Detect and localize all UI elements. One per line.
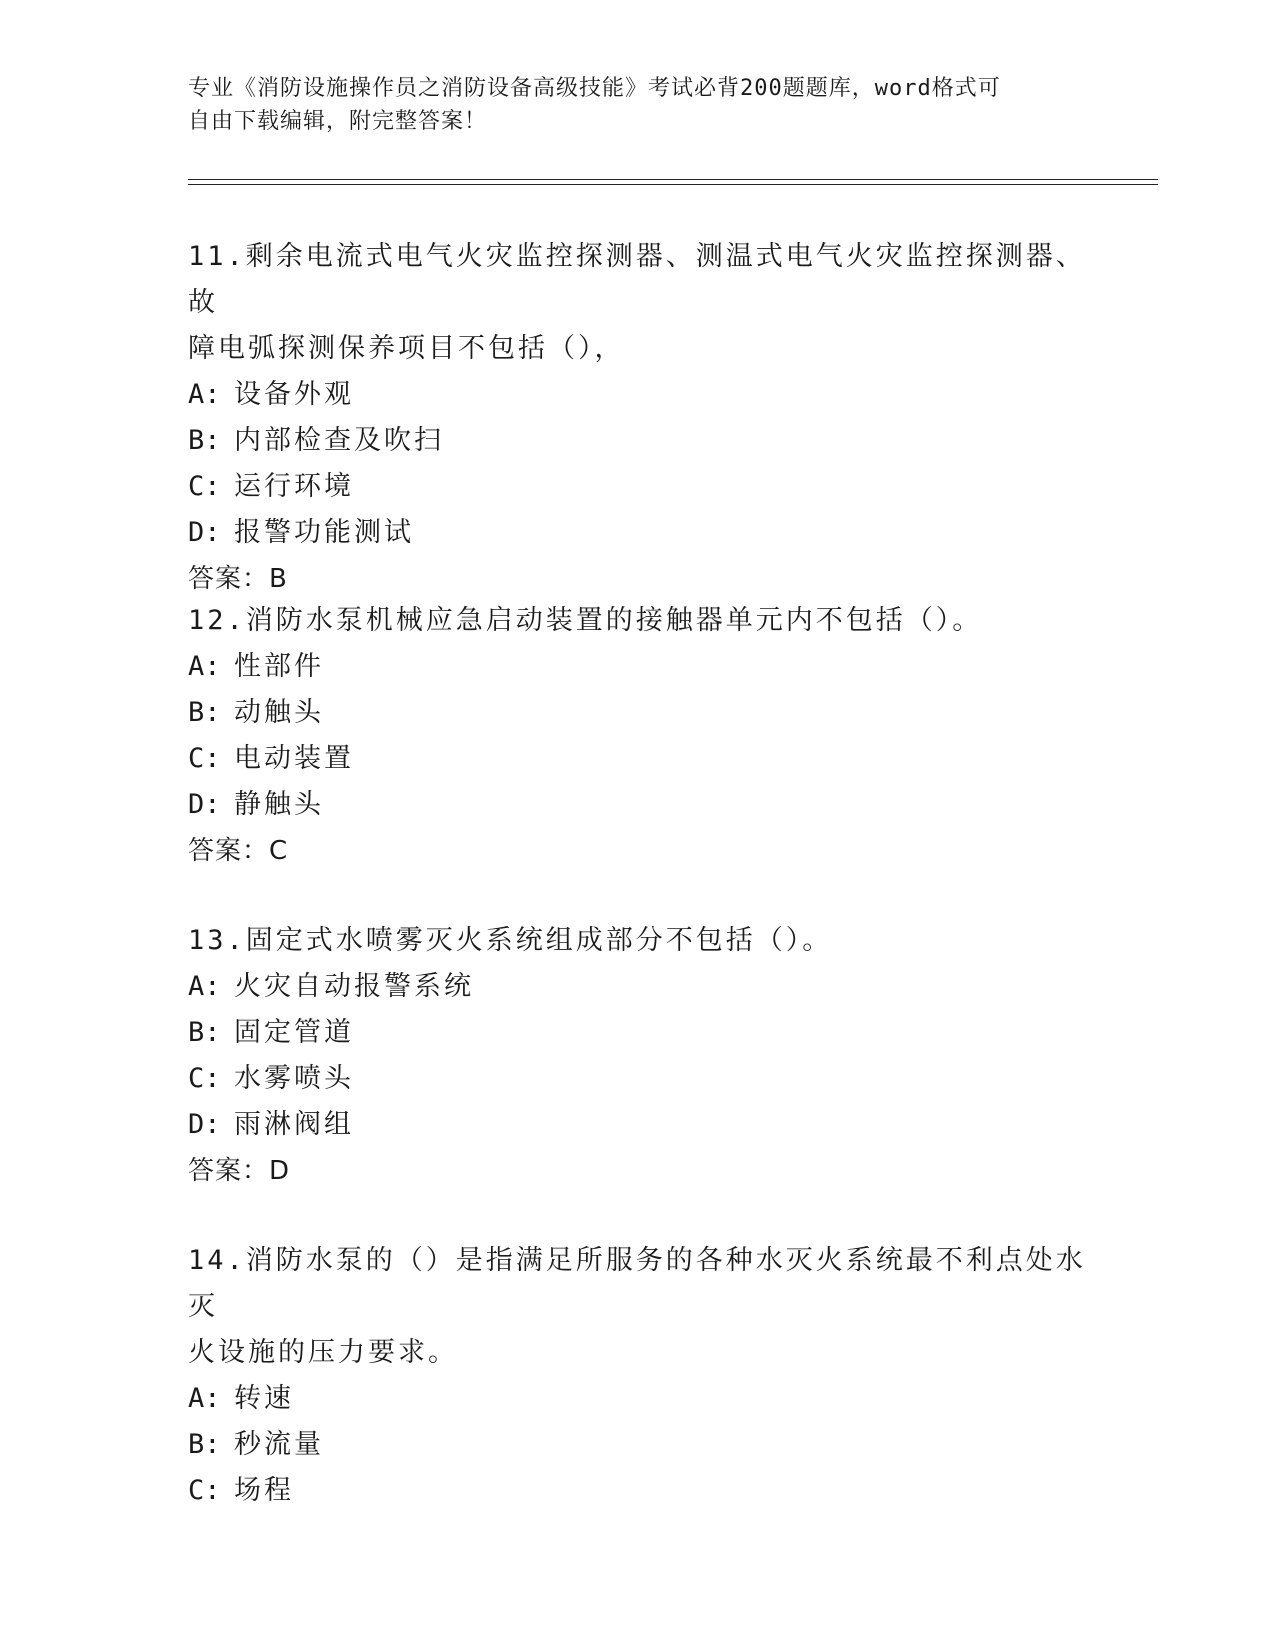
option-c bbox=[188, 1056, 1088, 1102]
header-line-2: 自由下载编辑，附完整答案！ bbox=[188, 109, 488, 134]
question-13 bbox=[188, 918, 1088, 1194]
option-a bbox=[188, 964, 1088, 1010]
question-11 bbox=[188, 234, 1088, 602]
option-c bbox=[188, 736, 1088, 782]
option-b bbox=[188, 418, 1088, 464]
question-stem-line-1: 11.剩余电流式电气火灾监控探测器、测温式电气火灾监控探测器、故 bbox=[188, 241, 1086, 318]
question-stem-line-1: 13.固定式水喷雾灭火系统组成部分不包括（）。 bbox=[188, 925, 833, 956]
option-key: D: bbox=[188, 1109, 221, 1140]
option-b bbox=[188, 1422, 1088, 1468]
option-a bbox=[188, 1376, 1088, 1422]
option-key: C: bbox=[188, 471, 221, 502]
option-key: A: bbox=[188, 971, 221, 1002]
option-text: 运行环境 bbox=[234, 471, 354, 502]
option-d bbox=[188, 1102, 1088, 1148]
option-key: A: bbox=[188, 651, 221, 682]
option-d bbox=[188, 510, 1088, 556]
answer-label: 答案：B bbox=[188, 564, 288, 594]
option-a bbox=[188, 644, 1088, 690]
option-key: B: bbox=[188, 697, 221, 728]
option-text: 设备外观 bbox=[234, 379, 354, 410]
header-line-1: 专业《消防设施操作员之消防设备高级技能》考试必背200题题库，word格式可 bbox=[188, 76, 1001, 101]
question-12 bbox=[188, 598, 1088, 874]
answer-label: 答案：D bbox=[188, 1156, 291, 1186]
option-key: B: bbox=[188, 1017, 221, 1048]
option-text: 报警功能测试 bbox=[234, 517, 414, 548]
option-b bbox=[188, 1010, 1088, 1056]
answer-label: 答案：C bbox=[188, 836, 289, 866]
option-key: C: bbox=[188, 1475, 221, 1506]
option-text: 电动装置 bbox=[234, 743, 354, 774]
option-key: C: bbox=[188, 1063, 221, 1094]
option-key: B: bbox=[188, 1429, 221, 1460]
question-stem-line-1: 12.消防水泵机械应急启动装置的接触器单元内不包括（）。 bbox=[188, 605, 983, 636]
question-stem-line-2: 障电弧探测保养项目不包括（）， bbox=[188, 333, 625, 364]
option-text: 火灾自动报警系统 bbox=[234, 971, 474, 1002]
option-c bbox=[188, 464, 1088, 510]
option-key: B: bbox=[188, 425, 221, 456]
option-key: A: bbox=[188, 1383, 221, 1414]
option-key: D: bbox=[188, 517, 221, 548]
option-text: 静触头 bbox=[234, 789, 324, 820]
option-text: 动触头 bbox=[234, 697, 324, 728]
option-d bbox=[188, 782, 1088, 828]
option-key: D: bbox=[188, 789, 221, 820]
option-text: 内部检查及吹扫 bbox=[234, 425, 444, 456]
option-c bbox=[188, 1468, 1088, 1514]
option-key: C: bbox=[188, 743, 221, 774]
option-text: 水雾喷头 bbox=[234, 1063, 354, 1094]
option-text: 固定管道 bbox=[234, 1017, 354, 1048]
option-text: 转速 bbox=[234, 1383, 294, 1414]
option-text: 雨淋阀组 bbox=[234, 1109, 354, 1140]
question-14 bbox=[188, 1238, 1088, 1514]
question-stem-line-1: 14.消防水泵的（）是指满足所服务的各种水灭火系统最不利点处水灭 bbox=[188, 1245, 1086, 1322]
header-divider-bottom bbox=[188, 184, 1158, 185]
option-key: A: bbox=[188, 379, 221, 410]
option-b bbox=[188, 690, 1088, 736]
question-stem-line-2: 火设施的压力要求。 bbox=[188, 1337, 458, 1368]
option-text: 场程 bbox=[234, 1475, 294, 1506]
option-a bbox=[188, 372, 1088, 418]
option-text: 性部件 bbox=[234, 651, 324, 682]
option-text: 秒流量 bbox=[234, 1429, 324, 1460]
header-divider-top bbox=[188, 179, 1158, 180]
document-header bbox=[188, 72, 1088, 138]
